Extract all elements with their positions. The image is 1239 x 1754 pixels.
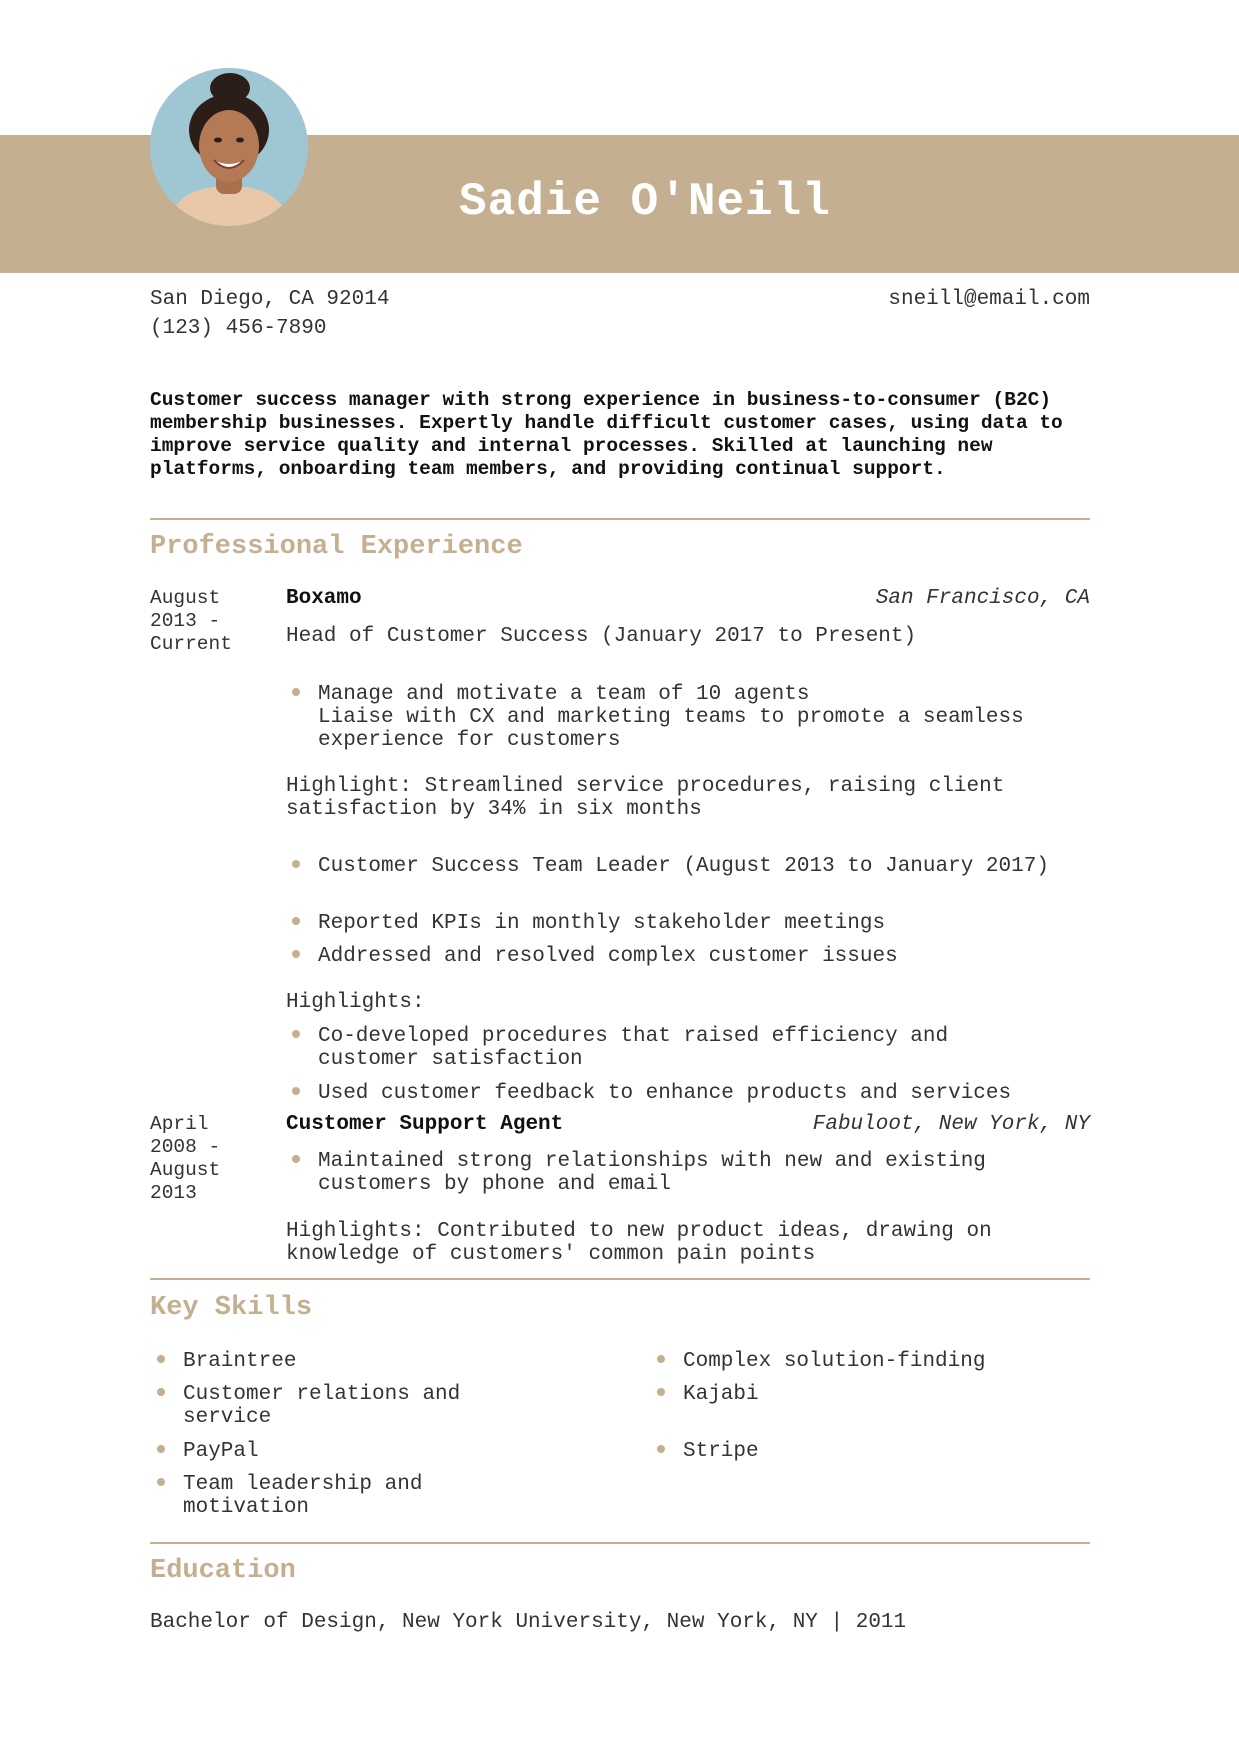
bullet-dot xyxy=(157,1478,165,1486)
job-location: San Francisco, CA xyxy=(875,587,1090,610)
divider xyxy=(150,518,1090,520)
person-portrait-icon xyxy=(150,68,308,226)
bullet-dot xyxy=(292,1155,300,1163)
bullet-dot xyxy=(292,860,300,868)
divider xyxy=(150,1278,1090,1280)
skill-item: Kajabi xyxy=(683,1383,759,1406)
job-highlight: Highlight: Streamlined service procedures, raising client satisfaction by 34% in six months xyxy=(286,775,1005,821)
summary-text: Customer success manager with strong experience in business-to-consumer (B2C) membership businesses. Expertly handle difficult customer cases, using data to improve service quality and internal processes. Skilled at launching new platforms, onboarding team members, and providing continual support. xyxy=(150,389,1063,480)
job-highlight-item: Co-developed procedures that raised efficiency and customer satisfaction xyxy=(318,1025,949,1071)
bullet-dot xyxy=(292,688,300,696)
job-bullet: Liaise with CX and marketing teams to promote a seamless experience for customers xyxy=(318,706,1024,752)
bullet-dot xyxy=(157,1445,165,1453)
bullet-dot xyxy=(292,1030,300,1038)
job-dates: August 2013 - Current xyxy=(150,587,232,655)
skill-item: Customer relations and service xyxy=(183,1383,461,1429)
job-location: Fabuloot, New York, NY xyxy=(812,1113,1090,1136)
job-bullet: Maintained strong relationships with new and existing customers by phone and email xyxy=(318,1150,986,1196)
job-company: Boxamo xyxy=(286,587,362,610)
skill-item: Stripe xyxy=(683,1440,759,1463)
job-highlight-item: Used customer feedback to enhance products and services xyxy=(318,1082,1012,1105)
bullet-dot xyxy=(292,917,300,925)
education-entry: Bachelor of Design, New York University, New York, NY | 2011 xyxy=(150,1611,907,1634)
divider xyxy=(150,1542,1090,1544)
section-heading-experience: Professional Experience xyxy=(150,532,523,562)
bullet-dot xyxy=(157,1388,165,1396)
contact-email[interactable]: sneill@email.com xyxy=(888,288,1090,311)
bullet-dot xyxy=(157,1355,165,1363)
job-title: Head of Customer Success (January 2017 to Present) xyxy=(286,625,917,648)
skill-item: Team leadership and motivation xyxy=(183,1473,423,1519)
bullet-dot xyxy=(657,1388,665,1396)
job-dates: April 2008 - August 2013 xyxy=(150,1113,221,1204)
job-bullet: Addressed and resolved complex customer issues xyxy=(318,945,898,968)
section-heading-education: Education xyxy=(150,1556,296,1586)
job-company: Customer Support Agent xyxy=(286,1113,564,1136)
job-bullet: Reported KPIs in monthly stakeholder meetings xyxy=(318,912,886,935)
bullet-dot xyxy=(292,950,300,958)
bullet-dot xyxy=(657,1445,665,1453)
skill-item: Braintree xyxy=(183,1350,297,1373)
skill-item: PayPal xyxy=(183,1440,259,1463)
candidate-name: Sadie O'Neill xyxy=(459,176,831,228)
bullet-dot xyxy=(657,1355,665,1363)
profile-photo xyxy=(150,68,308,226)
job-bullet: Manage and motivate a team of 10 agents xyxy=(318,683,810,706)
job-highlight: Highlights: Contributed to new product ideas, drawing on knowledge of customers' common pain points xyxy=(286,1220,992,1266)
highlights-label: Highlights: xyxy=(286,991,425,1014)
section-heading-skills: Key Skills xyxy=(150,1293,313,1323)
contact-phone: (123) 456-7890 xyxy=(150,317,327,340)
bullet-dot xyxy=(292,1087,300,1095)
contact-address: San Diego, CA 92014 xyxy=(150,288,390,311)
job-bullet: Customer Success Team Leader (August 2013 to January 2017) xyxy=(318,855,1049,878)
skill-item: Complex solution-finding xyxy=(683,1350,986,1373)
